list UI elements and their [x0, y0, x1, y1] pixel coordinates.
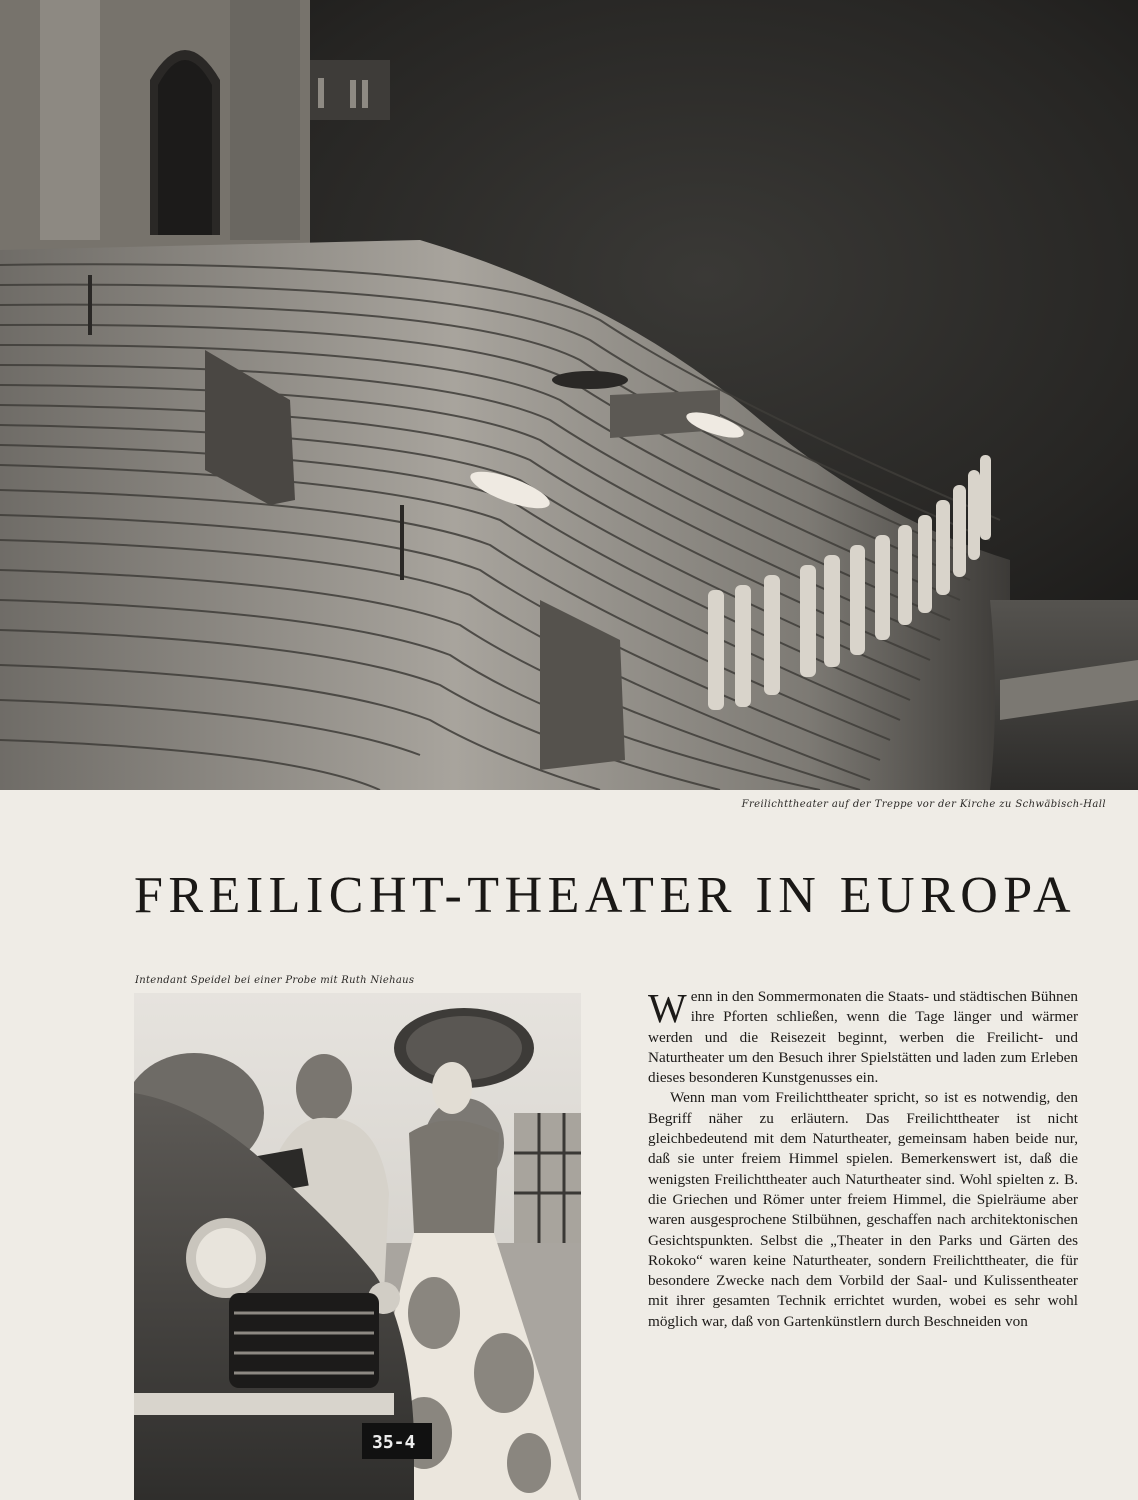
page-headline: FREILICHT-THEATER IN EUROPA	[134, 867, 1077, 924]
rehearsal-image	[134, 993, 581, 1500]
article-body	[648, 987, 1078, 1332]
license-plate-text: 35-4	[372, 1432, 416, 1453]
rehearsal-photo	[134, 993, 581, 1500]
top-photo-caption: Freilichttheater auf der Treppe vor der Kirche zu Schwäbisch-Hall	[741, 799, 1106, 810]
drop-cap: W	[648, 985, 687, 1031]
article-paragraph-1	[648, 987, 1078, 1088]
paragraph-1-text: enn in den Sommermonaten die Staats- und städtischen Bühnen ihre Pforten schließen, wenn die Tage länger und wärmer werden und die Reisezeit beginnt, werben die Freilicht- und Naturtheater um den Besuch ihrer Spielstätten und laden zum Erleben dieses besonderen Kunstgenusses ein.	[648, 988, 1078, 1087]
article-paragraph-2: Wenn man vom Freilichttheater spricht, so ist es notwendig, den Begriff näher zu erläutern. Das Freilichttheater ist nicht gleichbedeutend mit dem Naturtheater, gemeinsam haben beide nur, daß sie unter freiem Himmel spielen. Bemerkenswert ist, daß die wenigsten Freilichttheater auch Naturtheater sind. Wohl spielten z. B. die Griechen und Römer unter freiem Himmel, die Spielräume aber waren ausgesprochene Stilbühnen, geschaffen nach architektonischen Gesichtspunkten. Selbst die „Theater in den Parks und Gärten des Rokoko“ waren keine Naturtheater, sondern Freilichttheater, die für besondere Zwecke nach dem Vorbild der Saal- und Kulissentheater mit ihrer gesamten Technik errichtet wurden, wobei es sehr wohl möglich war, daß von Gartenkünstlern durch Beschneiden von	[648, 1089, 1078, 1330]
photo-caption: Intendant Speidel bei einer Probe mit Ruth Niehaus	[135, 975, 415, 986]
